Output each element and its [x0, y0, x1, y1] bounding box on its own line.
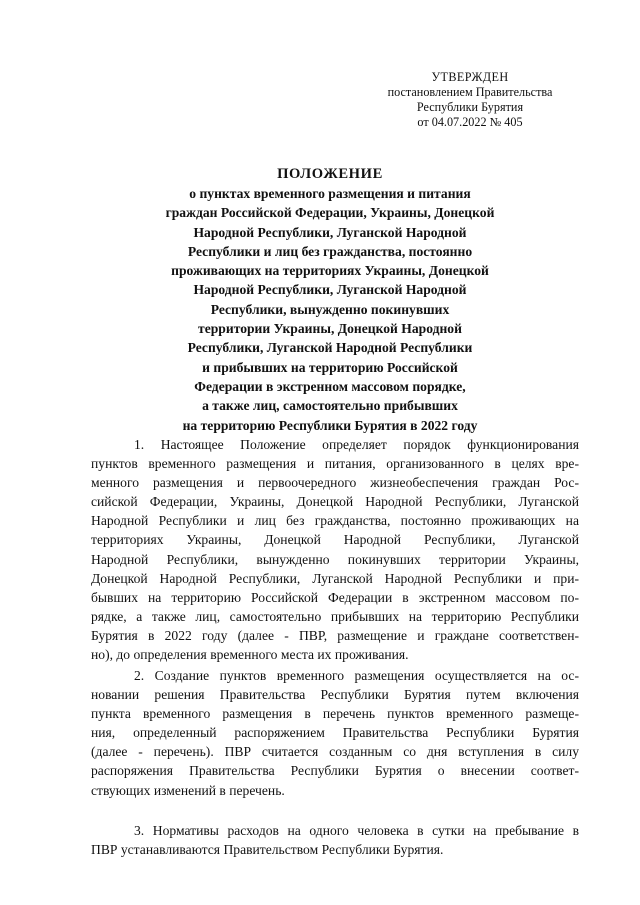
document-heading: ПОЛОЖЕНИЕ — [277, 166, 383, 182]
paragraph-line: 2. Создание пунктов временного размещения осуществляется на ос- — [134, 668, 579, 683]
subtitle-line: и прибывших на территорию Российской — [202, 359, 458, 375]
paragraph-line: Народной Республики и лиц без гражданства, постоянно проживающих на — [91, 513, 579, 529]
paragraph-line: рядке, а также лиц, самостоятельно прибывших на территорию Республики — [91, 608, 579, 624]
subtitle-line: Народной Республики, Луганской Народной — [193, 282, 467, 298]
paragraph-line: территориях Украины, Донецкой Народной Республики, Луганской — [91, 532, 579, 548]
approval-line: Республики Бурятия — [416, 100, 524, 114]
subtitle-line: Федерации в экстренном массовом порядке, — [194, 378, 466, 394]
subtitle-line: Народной Республики, Луганской Народной — [193, 224, 467, 240]
approval-line: постановлением Правительства — [387, 85, 553, 99]
paragraph-line: Народной Республики, вынужденно покинувших территории Украины, — [91, 551, 579, 567]
paragraph-line: но), до определения временного места их проживания. — [91, 647, 409, 663]
paragraph-line: 3. Нормативы расходов на одного человека в сутки на пребывание в — [134, 823, 579, 838]
subtitle-line: о пунктах временного размещения и питания — [189, 186, 471, 201]
paragraph-2 — [91, 666, 579, 800]
approval-title: УТВЕРЖДЕН — [431, 70, 509, 84]
paragraph-line: Бурятия в 2022 году (далее - ПВР, размещение и граждане соответствен- — [91, 627, 579, 643]
subtitle-line: Республики, Луганской Народной Республики — [187, 340, 473, 356]
paragraph-line: пункта временного размещения в перечень пунктов временного размеще- — [91, 706, 579, 722]
subtitle-line: территории Украины, Донецкой Народной — [198, 321, 462, 337]
paragraph-line: Донецкой Народной Республики, Луганской Народной Республики и при- — [91, 570, 579, 586]
paragraph-line: пунктов временного размещения и питания, организованного в целях вре- — [91, 456, 579, 472]
paragraph-line: сийской Федерации, Украины, Донецкой Народной Республики, Луганской — [91, 494, 579, 510]
subtitle-line: Республики, вынужденно покинувших — [210, 301, 450, 317]
subtitle-line: на территорию Республики Бурятия в 2022 году — [182, 417, 478, 433]
paragraph-line: ствующих изменений в перечень. — [91, 782, 285, 798]
paragraph-1 — [91, 435, 579, 664]
paragraph-line: ния, определенный распоряжением Правительства Республики Бурятия — [91, 725, 579, 741]
approval-stamp — [370, 70, 570, 130]
subtitle-line: а также лиц, самостоятельно прибывших — [202, 398, 458, 414]
approval-line: от 04.07.2022 № 405 — [417, 115, 523, 129]
paragraph-line: новании решения Правительства Республики Бурятия путем включения — [91, 687, 579, 703]
document-title-block — [60, 164, 600, 435]
subtitle-line: граждан Российской Федерации, Украины, Донецкой — [165, 205, 495, 221]
paragraph-line: 1. Настоящее Положение определяет порядок функционирования — [134, 437, 579, 452]
paragraph-line: (далее - перечень). ПВР считается созданным со дня вступления в силу — [91, 744, 579, 760]
paragraph-line: распоряжения Правительства Республики Бурятия о внесении соответ- — [91, 763, 579, 779]
subtitle-line: Республики и лиц без гражданства, постоянно — [187, 243, 473, 259]
paragraph-line: менного размещения и первоочередного жизнеобеспечения граждан Рос- — [91, 475, 579, 491]
paragraph-line: бывших на территорию Российской Федерации в экстренном массовом по- — [91, 589, 579, 605]
subtitle-line: проживающих на территориях Украины, Донецкой — [171, 263, 489, 279]
paragraph-3 — [91, 821, 579, 859]
paragraph-line: ПВР устанавливаются Правительством Республики Бурятия. — [91, 842, 444, 858]
